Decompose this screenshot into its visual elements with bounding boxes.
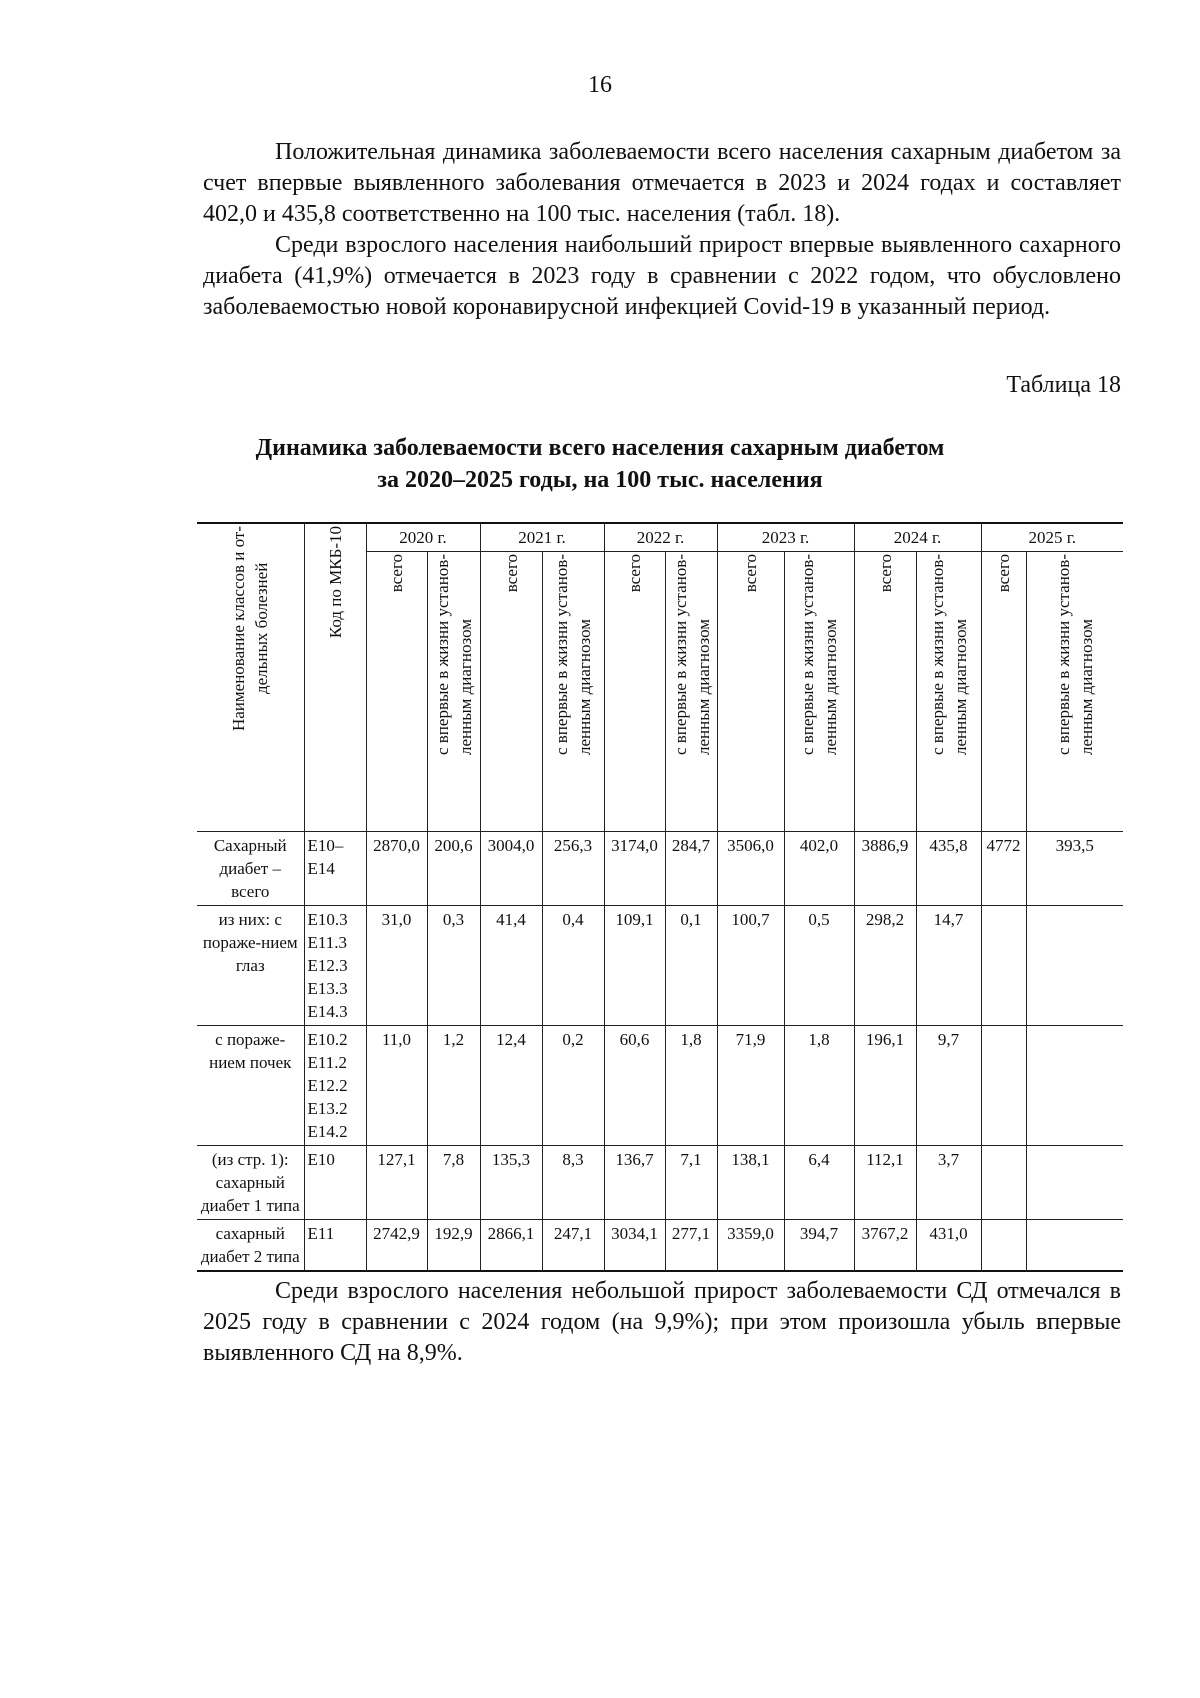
row-icd-code: Е10 xyxy=(304,1146,366,1220)
row-value: 3886,9 xyxy=(854,832,916,906)
header-subcol-total xyxy=(854,552,916,832)
row-value: 6,4 xyxy=(784,1146,854,1220)
header-subcol-first-time xyxy=(427,552,480,832)
header-year: 2021 г. xyxy=(480,523,604,552)
row-value xyxy=(1026,906,1123,1026)
header-subcol-first-time xyxy=(916,552,981,832)
row-value: 0,5 xyxy=(784,906,854,1026)
page-number: 16 xyxy=(588,72,612,98)
row-value: 12,4 xyxy=(480,1026,542,1146)
row-value: 1,2 xyxy=(427,1026,480,1146)
row-name: сахарный диабет 2 типа xyxy=(197,1220,304,1272)
paragraph-1: Положительная динамика заболеваемости всего населения сахарным диабетом за счет впервые выявленного заболевания отмечается в 2023 и 2024 годах и составляет 402,0 и 435,8 соответственно на 100 тыс. населения (табл. 18). xyxy=(203,139,1121,227)
header-year: 2025 г. xyxy=(981,523,1123,552)
row-value xyxy=(1026,1146,1123,1220)
header-subcol-total-label: всего xyxy=(741,554,760,593)
row-value: 7,8 xyxy=(427,1146,480,1220)
header-subcol-total-label: всего xyxy=(625,554,644,593)
row-value: 277,1 xyxy=(665,1220,717,1272)
row-value: 0,1 xyxy=(665,906,717,1026)
row-value: 60,6 xyxy=(604,1026,665,1146)
row-value: 3767,2 xyxy=(854,1220,916,1272)
row-value: 3004,0 xyxy=(480,832,542,906)
row-value: 41,4 xyxy=(480,906,542,1026)
header-subcol-total-label: всего xyxy=(875,554,895,593)
header-subcol-first-time-label: с впервые в жизни установ- ленным диагнозом xyxy=(927,554,970,756)
row-value: 394,7 xyxy=(784,1220,854,1272)
header-year: 2022 г. xyxy=(604,523,717,552)
header-code-column xyxy=(304,523,366,832)
header-subcol-total xyxy=(717,552,784,832)
header-name-label: Наименование классов и от- дельных болезней xyxy=(229,526,272,732)
row-value: 0,4 xyxy=(542,906,604,1026)
data-table xyxy=(197,522,1123,1272)
row-value: 127,1 xyxy=(366,1146,427,1220)
row-icd-code: Е10.2 Е11.2 Е12.2 Е13.2 Е14.2 xyxy=(304,1026,366,1146)
row-value: 2742,9 xyxy=(366,1220,427,1272)
header-subcol-total-label: всего xyxy=(501,554,521,593)
header-subcol-first-time-label: с впервые в жизни установ- ленным диагнозом xyxy=(552,554,594,756)
header-subcol-first-time xyxy=(542,552,604,832)
row-value: 71,9 xyxy=(717,1026,784,1146)
table-row xyxy=(197,832,1123,906)
row-value: 2870,0 xyxy=(366,832,427,906)
table-row xyxy=(197,1220,1123,1272)
row-value: 112,1 xyxy=(854,1146,916,1220)
row-value: 3034,1 xyxy=(604,1220,665,1272)
header-subcol-total xyxy=(480,552,542,832)
paragraph-3: Среди взрослого населения небольшой прирост заболеваемости СД отмечался в 2025 году в сравнении с 2024 годом (на 9,9%); при этом произошла убыль впервые выявленного СД на 8,9%. xyxy=(203,1278,1121,1366)
header-subcol-total-label: всего xyxy=(387,554,406,593)
row-value: 3359,0 xyxy=(717,1220,784,1272)
header-year: 2024 г. xyxy=(854,523,981,552)
header-subcol-total xyxy=(604,552,665,832)
header-year: 2020 г. xyxy=(366,523,480,552)
row-value: 298,2 xyxy=(854,906,916,1026)
paragraph-2: Среди взрослого населения наибольший прирост впервые выявленного сахарного диабета (41,9%) отмечается в 2023 году в сравнении с 2022 годом, что обусловлено заболеваемостью новой коронавирусной инфекцией Covid-19 в указанный период. xyxy=(203,232,1121,320)
row-value: 136,7 xyxy=(604,1146,665,1220)
header-subcol-first-time-label: с впервые в жизни установ- ленным диагнозом xyxy=(432,554,475,756)
row-value: 14,7 xyxy=(916,906,981,1026)
header-code-label: Код по МКБ-10 xyxy=(325,526,345,639)
row-value: 431,0 xyxy=(916,1220,981,1272)
row-value: 1,8 xyxy=(784,1026,854,1146)
row-value: 435,8 xyxy=(916,832,981,906)
row-value: 256,3 xyxy=(542,832,604,906)
row-value xyxy=(981,1026,1026,1146)
header-subcol-total-label: всего xyxy=(994,554,1013,593)
row-value: 3,7 xyxy=(916,1146,981,1220)
table-row xyxy=(197,1146,1123,1220)
row-value: 31,0 xyxy=(366,906,427,1026)
table-title-line-1: Динамика заболеваемости всего населения сахарным диабетом xyxy=(255,435,945,461)
row-value: 100,7 xyxy=(717,906,784,1026)
row-name: с пораже-нием почек xyxy=(197,1026,304,1146)
header-subcol-total xyxy=(366,552,427,832)
row-value: 135,3 xyxy=(480,1146,542,1220)
row-value: 200,6 xyxy=(427,832,480,906)
row-value: 9,7 xyxy=(916,1026,981,1146)
row-name: (из стр. 1): сахарный диабет 1 типа xyxy=(197,1146,304,1220)
row-value: 8,3 xyxy=(542,1146,604,1220)
row-value: 2866,1 xyxy=(480,1220,542,1272)
header-subcol-first-time-label: с впервые в жизни установ- ленным диагнозом xyxy=(1053,554,1096,756)
row-name: из них: с пораже-нием глаз xyxy=(197,906,304,1026)
row-value: 7,1 xyxy=(665,1146,717,1220)
header-subcol-first-time-label: с впервые в жизни установ- ленным диагнозом xyxy=(798,554,840,756)
header-subcol-total xyxy=(981,552,1026,832)
row-value: 284,7 xyxy=(665,832,717,906)
table-label: Таблица 18 xyxy=(1006,372,1121,398)
table-title xyxy=(0,432,1200,496)
row-value: 1,8 xyxy=(665,1026,717,1146)
row-value: 393,5 xyxy=(1026,832,1123,906)
header-subcol-first-time xyxy=(784,552,854,832)
row-name: Сахарный диабет – всего xyxy=(197,832,304,906)
header-row-years xyxy=(197,523,1123,552)
row-value: 138,1 xyxy=(717,1146,784,1220)
header-subcol-first-time xyxy=(1026,552,1123,832)
table-row xyxy=(197,906,1123,1026)
row-value: 0,2 xyxy=(542,1026,604,1146)
row-value: 11,0 xyxy=(366,1026,427,1146)
row-value xyxy=(981,1146,1026,1220)
row-value: 247,1 xyxy=(542,1220,604,1272)
row-value xyxy=(981,906,1026,1026)
header-year: 2023 г. xyxy=(717,523,854,552)
row-value xyxy=(1026,1026,1123,1146)
row-value xyxy=(981,1220,1026,1272)
table-row xyxy=(197,1026,1123,1146)
row-icd-code: Е10.3 Е11.3 Е12.3 Е13.3 Е14.3 xyxy=(304,906,366,1026)
header-name-column xyxy=(197,523,304,832)
row-value: 402,0 xyxy=(784,832,854,906)
row-value: 192,9 xyxy=(427,1220,480,1272)
row-value: 3506,0 xyxy=(717,832,784,906)
row-value xyxy=(1026,1220,1123,1272)
header-subcol-first-time xyxy=(665,552,717,832)
row-value: 4772 xyxy=(981,832,1026,906)
table-title-line-2: за 2020–2025 годы, на 100 тыс. населения xyxy=(377,467,823,493)
row-value: 3174,0 xyxy=(604,832,665,906)
row-icd-code: Е10– Е14 xyxy=(304,832,366,906)
row-value: 196,1 xyxy=(854,1026,916,1146)
row-icd-code: Е11 xyxy=(304,1220,366,1272)
row-value: 0,3 xyxy=(427,906,480,1026)
row-value: 109,1 xyxy=(604,906,665,1026)
header-subcol-first-time-label: с впервые в жизни установ- ленным диагнозом xyxy=(670,554,713,756)
